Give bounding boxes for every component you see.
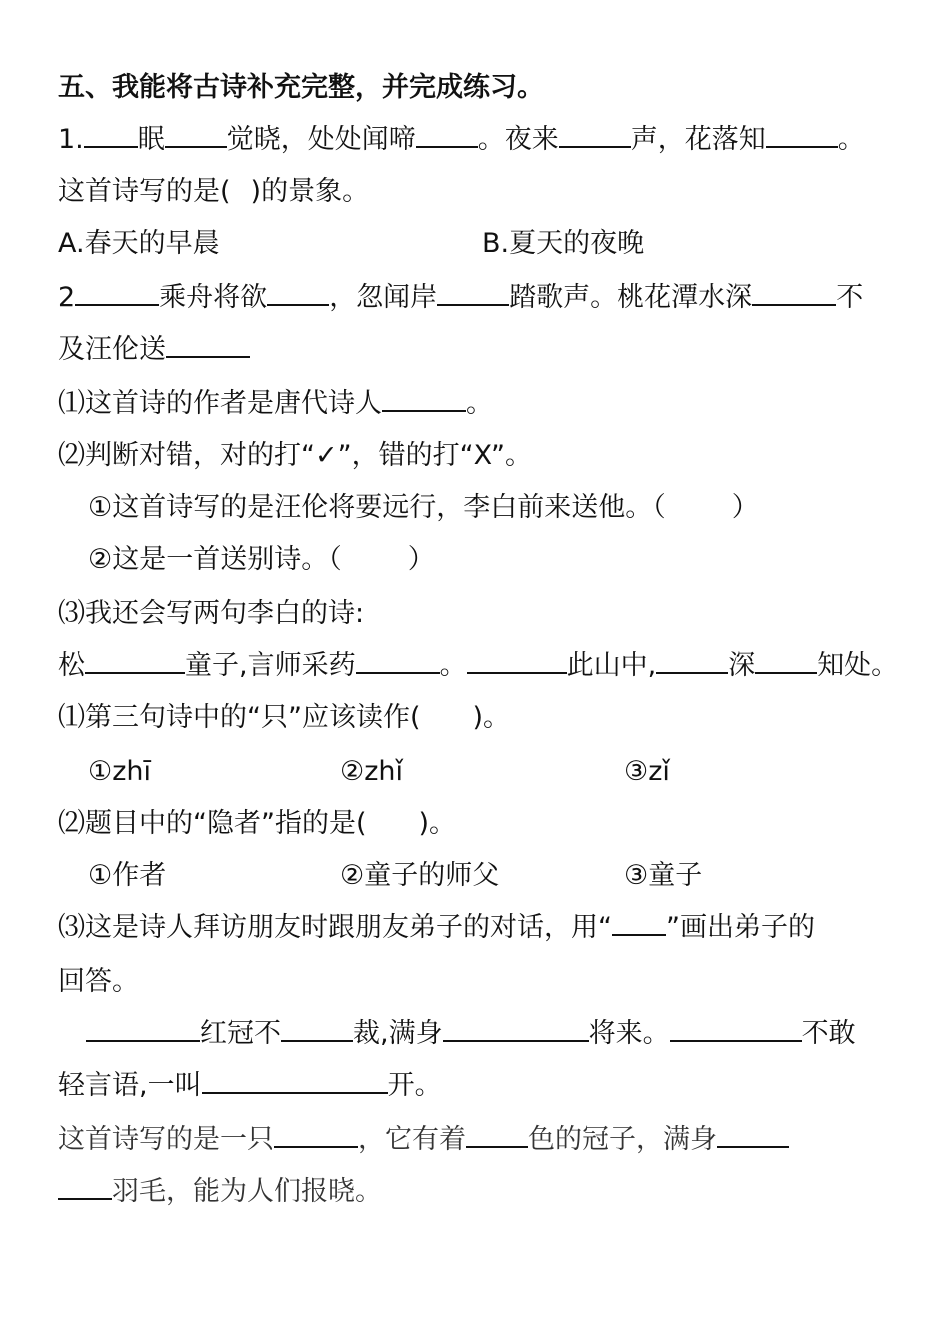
q1-text: 声，花落知 (630, 124, 766, 155)
option-1[interactable]: ①作者 (88, 860, 167, 891)
q2-part1-text: ⑴这首诗的作者是唐代诗人 (58, 388, 382, 419)
q3-part2-text: )。 (418, 808, 457, 839)
q3-text: 松 (58, 650, 85, 681)
q3-part3-text: ⑶这是诗人拜访朋友时跟朋友弟子的对话，用“ (58, 912, 612, 943)
q1-text: 。夜来 (477, 124, 559, 155)
answer-blank[interactable] (656, 648, 728, 674)
q2-poem-line1 (58, 280, 900, 316)
q4-text: 不敢 (801, 1018, 856, 1049)
statement-text: ） (407, 544, 435, 575)
q4-question-text: 羽毛，能为人们报晓。 (112, 1176, 382, 1207)
q2-text: 及汪伦送 (58, 334, 166, 365)
option-3[interactable]: ③zǐ (624, 756, 670, 787)
answer-blank[interactable] (466, 1122, 528, 1148)
q3-part1-text: )。 (472, 702, 511, 733)
q1-poem-line (58, 122, 900, 158)
q2-number: 2 (58, 282, 76, 313)
q3-part2 (58, 806, 900, 842)
q2-part3: ⑶我还会写两句李白的诗: (58, 598, 365, 629)
q2-text: 乘舟将欲 (159, 282, 268, 313)
q3-text: 此山中, (566, 650, 657, 681)
q4-text: 轻言语,一叫 (58, 1070, 202, 1101)
answer-blank[interactable] (437, 280, 509, 306)
statement-text: ①这首诗写的是汪伦将要远行，李白前来送他。（ (88, 492, 666, 523)
answer-blank[interactable] (166, 332, 250, 358)
q2-text: 不 (836, 282, 864, 313)
statement-text: ②这是一首送别诗。（ (88, 544, 342, 575)
answer-blank[interactable] (75, 280, 159, 306)
q3-part3-line1 (58, 910, 900, 946)
answer-blank[interactable] (382, 386, 466, 412)
answer-blank[interactable] (670, 1016, 802, 1042)
q2-text: ，忽闻岸 (329, 282, 438, 313)
q4-poem-line1 (86, 1016, 900, 1052)
option-2[interactable]: ②童子的师父 (340, 860, 500, 891)
answer-blank[interactable] (86, 1016, 200, 1042)
answer-blank[interactable] (202, 1068, 388, 1094)
statement-text: ） (731, 492, 759, 523)
answer-blank[interactable] (267, 280, 329, 306)
answer-blank[interactable] (559, 122, 631, 148)
q4-question-text: 这首诗写的是一只 (58, 1124, 274, 1155)
q3-part3-text: ”画出弟子的 (666, 912, 815, 943)
q4-question-text: 色的冠子，满身 (528, 1124, 717, 1155)
q1-text: 。 (837, 124, 865, 155)
q2-part1-text: 。 (466, 388, 493, 419)
q4-poem-line2 (58, 1068, 900, 1104)
q3-text: 知处。 (817, 650, 899, 681)
option-1[interactable]: ①zhī (88, 756, 151, 787)
q3-text: 深 (728, 650, 756, 681)
option-a[interactable]: A.春天的早晨 (58, 228, 220, 259)
q2-part2-item1 (88, 490, 900, 526)
q1-text: 觉晓，处处闻啼 (226, 124, 416, 155)
answer-blank[interactable] (85, 648, 185, 674)
answer-blank[interactable] (755, 648, 817, 674)
q4-question-text: ，它有着 (358, 1124, 466, 1155)
option-b[interactable]: B.夏天的夜晚 (482, 228, 645, 259)
answer-blank[interactable] (356, 648, 440, 674)
answer-blank[interactable] (717, 1122, 789, 1148)
answer-blank[interactable] (84, 122, 138, 148)
q3-part1-text: ⑴第三句诗中的“只”应该读作( (58, 702, 421, 733)
q4-question-line2 (58, 1174, 900, 1210)
q2-text: 踏歌声。桃花潭水深 (509, 282, 753, 313)
q1-question-text: )的景象。 (250, 176, 370, 207)
q4-question-line1 (58, 1122, 900, 1158)
q2-part2: ⑵判断对错，对的打“✓”，错的打“X”。 (58, 440, 532, 471)
answer-blank[interactable] (274, 1122, 358, 1148)
answer-blank[interactable] (467, 648, 567, 674)
answer-blank[interactable] (165, 122, 227, 148)
q1-question-text: 这首诗写的是( (58, 176, 231, 207)
q2-part2-item2 (88, 542, 900, 578)
q4-text: 开。 (387, 1070, 442, 1101)
q3-part2-text: ⑵题目中的“隐者”指的是( (58, 808, 367, 839)
option-2[interactable]: ②zhǐ (340, 756, 403, 787)
q4-text: 裁,满身 (353, 1018, 443, 1049)
underline-sample (612, 910, 666, 936)
option-3[interactable]: ③童子 (624, 860, 703, 891)
section-title: 五、我能将古诗补充完整，并完成练习。 (58, 72, 544, 103)
q3-poem-line (58, 648, 900, 684)
answer-blank[interactable] (58, 1174, 112, 1200)
answer-blank[interactable] (752, 280, 836, 306)
q1-question (58, 174, 900, 210)
q3-text: 。 (439, 650, 467, 681)
q4-text: 红冠不 (200, 1018, 281, 1049)
q3-text: 童子,言师采药 (185, 650, 356, 681)
q4-text: 将来。 (588, 1018, 670, 1049)
answer-blank[interactable] (281, 1016, 353, 1042)
answer-blank[interactable] (416, 122, 478, 148)
q1-text: 眠 (137, 124, 165, 155)
q1-number: 1. (58, 124, 84, 155)
answer-blank[interactable] (443, 1016, 589, 1042)
q2-poem-line2 (58, 332, 900, 368)
q3-part1 (58, 700, 900, 736)
answer-blank[interactable] (766, 122, 838, 148)
q3-part3-line2: 回答。 (58, 966, 139, 997)
q2-part1 (58, 386, 900, 422)
